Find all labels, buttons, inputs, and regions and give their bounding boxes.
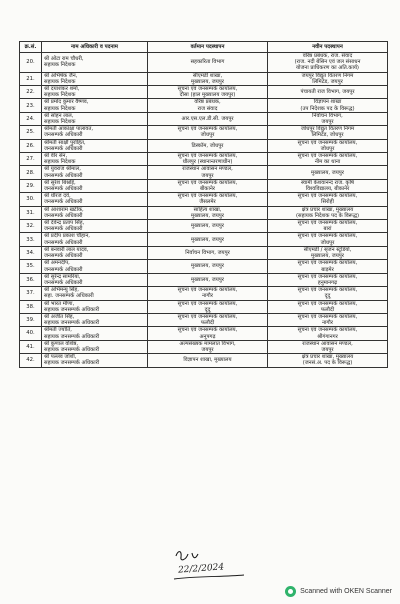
row-current-posting	[148, 340, 268, 353]
row-current-posting	[148, 273, 268, 286]
row-officer-name-line: जनसम्पर्क अधिकारी	[44, 279, 83, 286]
row-new-posting	[268, 246, 388, 259]
row-officer-name-line: श्री प्रदीप प्रकाश चौहान,	[44, 233, 90, 240]
row-officer-name-line: जनसम्पर्क अधिकारी	[44, 226, 83, 233]
row-serial-number: 41.	[20, 340, 42, 353]
row-current-posting	[148, 86, 268, 99]
row-current-posting	[148, 72, 268, 85]
row-officer-name-line: श्री अभिषेक जैन,	[44, 72, 78, 79]
row-new-posting-line: श्रीगंगानगर	[317, 333, 338, 340]
row-new-posting	[268, 287, 388, 300]
row-new-posting-line: सूचना एवं जनसम्पर्क कार्यालय,	[297, 273, 358, 280]
table-row	[20, 72, 388, 85]
row-officer-name-line: श्री पल्लव जोशी,	[44, 354, 77, 361]
row-current-posting	[148, 53, 268, 73]
table-row	[20, 86, 388, 99]
row-current-posting-line: जोधपुर	[200, 132, 215, 139]
row-officer-name-line: सहा. जनसम्पर्क अधिकारी	[44, 293, 94, 300]
row-officer-name	[42, 233, 148, 246]
row-new-posting	[268, 112, 388, 125]
row-new-posting-line: नागौर	[322, 320, 333, 327]
row-current-posting	[148, 112, 268, 125]
row-officer-name	[42, 327, 148, 340]
row-officer-name-line: जनसम्पर्क अधिकारी	[44, 132, 83, 139]
row-officer-name-line: श्री दयाशंकर शर्मा,	[44, 86, 80, 93]
row-serial-number: 26.	[20, 139, 42, 152]
row-current-posting-line: दूदू	[204, 306, 211, 313]
table-row	[20, 300, 388, 313]
row-new-posting	[268, 233, 388, 246]
row-new-posting	[268, 53, 388, 73]
row-new-posting	[268, 179, 388, 192]
table-row	[20, 112, 388, 125]
row-new-posting	[268, 86, 388, 99]
row-new-posting	[268, 340, 388, 353]
row-serial-number: 35.	[20, 260, 42, 273]
signature-date: 22/2/2024	[177, 562, 225, 576]
row-officer-name-line: सहायक जनसम्पर्क अधिकारी	[44, 306, 100, 313]
row-current-posting	[148, 327, 268, 340]
row-new-posting	[268, 126, 388, 139]
row-officer-name-line: श्री युवराज श्रीमाल,	[44, 166, 81, 173]
row-new-posting-line: सूचना एवं जनसम्पर्क कार्यालय,	[297, 220, 358, 227]
row-current-posting-line: सहकारिता विभाग	[190, 59, 225, 66]
row-officer-name-line: श्री कुणाल वशिष्ठ,	[44, 340, 79, 347]
row-current-posting	[148, 153, 268, 166]
row-current-posting-line: वरिष्ठ प्रबंधक,	[194, 99, 221, 106]
table-header-row	[20, 42, 388, 53]
table-row	[20, 313, 388, 326]
row-new-posting-line: (सहायक निदेशक पद के विरूद्ध)	[295, 212, 360, 219]
row-new-posting-line: (जनसं.अ. पद के विरूद्ध)	[302, 360, 353, 367]
row-new-posting-line: जयपुर	[321, 346, 334, 353]
row-current-posting-line: राजस्थान आवासन मण्डल,	[182, 166, 233, 173]
transfer-posting-table	[19, 41, 388, 368]
row-current-posting-line: मुख्यालय, जयपुर	[191, 236, 224, 243]
row-serial-number: 24.	[20, 112, 42, 125]
row-officer-name-line: श्रीमती आकांक्षा पालावत,	[44, 126, 94, 133]
row-officer-name	[42, 53, 148, 73]
row-officer-name-line: सहायक निदेशक	[44, 92, 76, 99]
row-current-posting	[148, 260, 268, 273]
row-current-posting-line: जैसलमेर	[199, 199, 216, 206]
row-current-posting-line: सूचना एवं जनसम्पर्क कार्यालय,	[177, 126, 238, 133]
row-new-posting-line: दूदू	[324, 293, 331, 300]
row-new-posting-line: सीएमडी / सृजन स्टूडियो,	[303, 246, 352, 253]
row-current-posting-line: मुख्यालय, जयपुर	[191, 223, 224, 230]
row-officer-name-line: श्री सुरेश बिश्नोई,	[44, 179, 76, 186]
row-serial-number: 31.	[20, 206, 42, 219]
row-officer-name	[42, 220, 148, 233]
row-new-posting-line: क्षेत्र प्रचार शाखा, मुख्यालय	[301, 206, 354, 213]
row-current-posting	[148, 233, 268, 246]
row-current-posting	[148, 166, 268, 179]
scanner-watermark	[285, 584, 392, 598]
row-new-posting	[268, 260, 388, 273]
row-officer-name-line: जनसम्पर्क अधिकारी	[44, 172, 83, 179]
table-row	[20, 53, 388, 73]
row-current-posting-line: सूचना एवं जनसम्पर्क कार्यालय,	[177, 287, 238, 294]
row-officer-name-line: श्री आशाराम खटीक,	[44, 206, 84, 213]
row-current-posting-line: साहित्य शाखा,	[193, 206, 222, 213]
row-new-posting-line: जोधपुर	[320, 239, 335, 246]
row-new-posting	[268, 166, 388, 179]
row-new-posting-line: निर्वाचन विभाग,	[312, 112, 343, 119]
row-serial-number: 25.	[20, 126, 42, 139]
row-new-posting-line: बाड़मेर	[321, 266, 334, 273]
row-new-posting	[268, 313, 388, 326]
row-current-posting-line: सूचना एवं जनसम्पर्क कार्यालय,	[177, 300, 238, 307]
row-new-posting-line: (राज. नदी बेसिन एवं जल संसाधन	[294, 59, 361, 66]
row-current-posting-line: फलौदी	[200, 320, 215, 327]
row-officer-name	[42, 246, 148, 259]
row-serial-number: 37.	[20, 287, 42, 300]
row-current-posting	[148, 313, 268, 326]
row-new-posting-line: (उप निदेशक पद के विरूद्ध)	[300, 105, 355, 112]
row-officer-name-line: जनसम्पर्क अधिकारी	[44, 239, 83, 246]
table-row	[20, 233, 388, 246]
row-current-posting-line: दौसा (हाल मुख्यालय जयपुर)	[179, 92, 236, 99]
table-row	[20, 327, 388, 340]
row-serial-number: 33.	[20, 233, 42, 246]
row-officer-name-line: सहायक जनसम्पर्क अधिकारी	[44, 320, 100, 327]
row-current-posting	[148, 246, 268, 259]
row-current-posting-line: नागौर	[202, 293, 213, 300]
table-row	[20, 354, 388, 367]
row-new-posting	[268, 139, 388, 152]
row-officer-name-line: श्री धीरज दवे,	[44, 193, 71, 200]
row-current-posting-line: जयपुर	[201, 172, 214, 179]
row-officer-name	[42, 153, 148, 166]
row-current-posting-line: आर.एस.एल.डी.सी. जयपुर	[181, 115, 234, 122]
row-officer-name-line: श्री सोहन लाल,	[44, 112, 74, 119]
row-current-posting	[148, 206, 268, 219]
row-officer-name	[42, 354, 148, 367]
row-current-posting	[148, 193, 268, 206]
row-new-posting	[268, 72, 388, 85]
row-officer-name	[42, 99, 148, 112]
row-serial-number: 36.	[20, 273, 42, 286]
row-officer-name-line: श्री अभिमन्यु सिंह,	[44, 287, 79, 294]
row-current-posting-line: सूचना एवं जनसम्पर्क कार्यालय,	[177, 313, 238, 320]
row-serial-number: 20.	[20, 53, 42, 73]
row-new-posting-line: पंचायती राज विभाग, जयपुर	[300, 89, 355, 96]
row-serial-number: 34.	[20, 246, 42, 259]
row-new-posting-line: फलौदी	[320, 306, 335, 313]
row-new-posting-line: वरिष्ठ प्रबंधक, राज. संवाद	[302, 53, 353, 59]
row-officer-name-line: सहायक निदेशक	[44, 62, 76, 69]
row-current-posting	[148, 287, 268, 300]
row-officer-name	[42, 139, 148, 152]
row-current-posting-line: मुख्यालय, जयपुर	[191, 276, 224, 283]
header-new-posting: नवीन पदस्थापन	[268, 42, 388, 53]
table-row	[20, 153, 388, 166]
table-row	[20, 193, 388, 206]
row-current-posting-line: सीएमडी शाखा,	[192, 72, 223, 79]
row-current-posting-line: मुख्यालय, जयपुर	[191, 212, 224, 219]
row-officer-name-line: श्री देवेन्द्र प्रताप सिंह,	[44, 220, 85, 227]
row-new-posting	[268, 206, 388, 219]
row-new-posting-line: मुख्यालय, जयपुर	[311, 253, 344, 260]
row-new-posting-line: सिरोही	[321, 199, 334, 206]
row-new-posting-line: विश्वविद्यालय, बीकानेर	[305, 186, 350, 193]
row-officer-name-line: श्री बनवारी लाल यादव,	[44, 246, 89, 253]
row-officer-name-line: श्री सुरेन्द्र सामरिया,	[44, 273, 81, 280]
row-serial-number: 27.	[20, 153, 42, 166]
row-officer-name	[42, 313, 148, 326]
row-officer-name	[42, 193, 148, 206]
row-current-posting-line: डिस्कॉम, जोधपुर	[191, 142, 224, 149]
table-row	[20, 287, 388, 300]
row-current-posting	[148, 139, 268, 152]
row-new-posting-line: सूचना एवं जनसम्पर्क कार्यालय,	[297, 327, 358, 334]
row-current-posting	[148, 354, 268, 367]
row-serial-number: 39.	[20, 313, 42, 326]
row-current-posting-line: सूचना एवं जनसम्पर्क कार्यालय,	[177, 193, 238, 200]
row-officer-name-line: जनसम्पर्क अधिकारी	[44, 212, 83, 219]
row-officer-name-line: जनसम्पर्क अधिकारी	[44, 145, 83, 152]
row-officer-name	[42, 260, 148, 273]
row-new-posting	[268, 220, 388, 233]
table-body	[20, 53, 388, 368]
row-new-posting	[268, 300, 388, 313]
row-current-posting-line: मुख्यालय, जयपुर	[191, 263, 224, 270]
row-new-posting-line: सूचना एवं जनसम्पर्क कार्यालय,	[297, 313, 358, 320]
row-officer-name	[42, 287, 148, 300]
row-new-posting-line: बारां	[323, 226, 332, 233]
table-row	[20, 260, 388, 273]
table-row	[20, 99, 388, 112]
row-officer-name-line: जनसम्पर्क अधिकारी	[44, 199, 83, 206]
row-officer-name	[42, 179, 148, 192]
row-officer-name-line: श्रीमती ज्योति,	[44, 327, 72, 334]
row-new-posting-line: राजस्थान आवासन मण्डल,	[302, 340, 353, 347]
row-officer-name	[42, 86, 148, 99]
row-officer-name-line: जनसम्पर्क अधिकारी	[44, 253, 83, 260]
row-officer-name	[42, 126, 148, 139]
row-serial-number: 29.	[20, 179, 42, 192]
row-serial-number: 22.	[20, 86, 42, 99]
row-new-posting-line: विज्ञापन शाखा	[313, 99, 342, 106]
table-row	[20, 139, 388, 152]
row-new-posting	[268, 327, 388, 340]
row-serial-number: 23.	[20, 99, 42, 112]
row-serial-number: 40.	[20, 327, 42, 340]
table-row	[20, 126, 388, 139]
row-officer-name-line: श्री प्रमोद कुमार वैष्णव,	[44, 99, 89, 106]
row-officer-name	[42, 340, 148, 353]
row-new-posting-line: सूचना एवं जनसम्पर्क कार्यालय,	[297, 300, 358, 307]
row-new-posting-line: जयपुर विद्युत वितरण निगम	[301, 72, 354, 79]
row-new-posting-line: सूचना एवं जनसम्पर्क कार्यालय,	[297, 139, 358, 146]
row-officer-name-line: सहायक जनसम्पर्क अधिकारी	[44, 346, 100, 353]
row-officer-name-line: सहायक जनसम्पर्क अधिकारी	[44, 360, 100, 367]
row-officer-name-line: श्री अजीत सिंह,	[44, 313, 75, 320]
table-row	[20, 179, 388, 192]
row-current-posting-line: सूचना एवं जनसम्पर्क कार्यालय,	[177, 153, 238, 160]
header-serial-number: क्र.सं.	[20, 42, 42, 53]
row-new-posting-line: सूचना एवं जनसम्पर्क कार्यालय,	[297, 260, 358, 267]
row-officer-name-line: जनसम्पर्क अधिकारी	[44, 266, 83, 273]
row-serial-number: 30.	[20, 193, 42, 206]
row-new-posting-line: लिमिटेड, जोधपुर	[311, 132, 344, 139]
row-new-posting-line: हनुमानगढ़	[317, 279, 338, 286]
row-current-posting-line: सूचना एवं जनसम्पर्क कार्यालय,	[177, 86, 238, 93]
row-new-posting-line: लिमिटेड, जयपुर	[312, 78, 343, 85]
row-officer-name	[42, 72, 148, 85]
oken-scanner-logo-icon	[285, 586, 296, 597]
row-officer-name-line: जनसम्पर्क अधिकारी	[44, 186, 83, 193]
row-current-posting	[148, 99, 268, 112]
row-officer-name-line: श्री वीर सेन,	[44, 153, 68, 160]
row-new-posting-line: स्वामी केशवानन्द राज. कृषि	[301, 179, 354, 186]
scanner-watermark-text: Scanned with OKEN Scanner	[300, 587, 392, 595]
row-current-posting-line: अल्पसंख्यक मामलात विभाग,	[179, 340, 236, 347]
row-officer-name-line: सहायक निदेशक	[44, 159, 76, 166]
row-officer-name	[42, 300, 148, 313]
row-serial-number: 42.	[20, 354, 42, 367]
table-row	[20, 206, 388, 219]
row-officer-name-line: सहायक निदेशक	[44, 78, 76, 85]
row-new-posting-line: जोधपुर विद्युत वितरण निगम	[300, 126, 355, 133]
row-current-posting-line: मुख्यालय, जयपुर	[191, 78, 224, 85]
row-new-posting-line: जोधपुर	[320, 145, 335, 152]
table-row	[20, 220, 388, 233]
row-officer-name-line: सहायक निदेशक	[44, 105, 76, 112]
row-new-posting	[268, 354, 388, 367]
row-officer-name-line: श्री भारत मीणा,	[44, 300, 75, 307]
row-new-posting	[268, 273, 388, 286]
header-officer-name-designation: नाम अधिकारी व पदनाम	[42, 42, 148, 53]
row-officer-name-line: सहायक निदेशक	[44, 119, 76, 126]
row-new-posting-line: योजना प्राधिकरण का अति.कार्य)	[296, 65, 359, 72]
row-current-posting-line: विज्ञापन शाखा, मुख्यालय	[183, 357, 232, 364]
row-current-posting-line: जयपुर	[201, 346, 214, 353]
row-officer-name	[42, 273, 148, 286]
row-officer-name-line: सहायक जनसम्पर्क अधिकारी	[44, 333, 100, 340]
row-current-posting-line: राज संवाद	[197, 105, 218, 112]
table-row	[20, 273, 388, 286]
row-current-posting	[148, 179, 268, 192]
row-new-posting-line: मुख्यालय, जयपुर	[311, 169, 344, 176]
row-officer-name-line: श्री ओटा राम चौधरी,	[44, 56, 84, 63]
row-current-posting	[148, 126, 268, 139]
table-row	[20, 166, 388, 179]
row-new-posting-line: सूचना एवं जनसम्पर्क कार्यालय,	[297, 153, 358, 160]
row-current-posting	[148, 220, 268, 233]
row-officer-name-line: श्रीमती साक्षी पुरोहित,	[44, 139, 86, 146]
row-new-posting-line: सूचना एवं जनसम्पर्क कार्यालय,	[297, 193, 358, 200]
row-current-posting-line: बीकानेर	[200, 186, 215, 193]
header-current-posting: वर्तमान पदस्थापन	[148, 42, 268, 53]
row-current-posting-line: सूचना एवं जनसम्पर्क कार्यालय,	[177, 179, 238, 186]
row-new-posting-line: सूचना एवं जनसम्पर्क कार्यालय,	[297, 233, 358, 240]
table-row	[20, 246, 388, 259]
row-officer-name-line: श्री अमनदीप,	[44, 260, 70, 267]
row-current-posting	[148, 300, 268, 313]
row-serial-number: 21.	[20, 72, 42, 85]
row-officer-name	[42, 166, 148, 179]
row-serial-number: 32.	[20, 220, 42, 233]
row-serial-number: 38.	[20, 300, 42, 313]
row-new-posting	[268, 99, 388, 112]
row-current-posting-line: सूचना एवं जनसम्पर्क कार्यालय,	[177, 327, 238, 334]
row-new-posting	[268, 153, 388, 166]
row-current-posting-line: धौलपुर (स्थानान्तरणाधीन)	[182, 159, 233, 166]
row-serial-number: 28.	[20, 166, 42, 179]
row-new-posting-line: क्षेत्र प्रचार शाखा, मुख्यालय	[301, 354, 354, 361]
table-row	[20, 340, 388, 353]
row-new-posting-line: सूचना एवं जनसम्पर्क कार्यालय,	[297, 287, 358, 294]
row-officer-name	[42, 112, 148, 125]
row-new-posting-line: जयपुर	[321, 119, 334, 126]
row-new-posting-line: नीम का थाना	[314, 159, 341, 166]
row-current-posting-line: अनूपगढ़	[199, 333, 216, 340]
row-current-posting-line: निर्वाचन विभाग, जयपुर	[185, 249, 230, 256]
row-new-posting	[268, 193, 388, 206]
row-officer-name	[42, 206, 148, 219]
